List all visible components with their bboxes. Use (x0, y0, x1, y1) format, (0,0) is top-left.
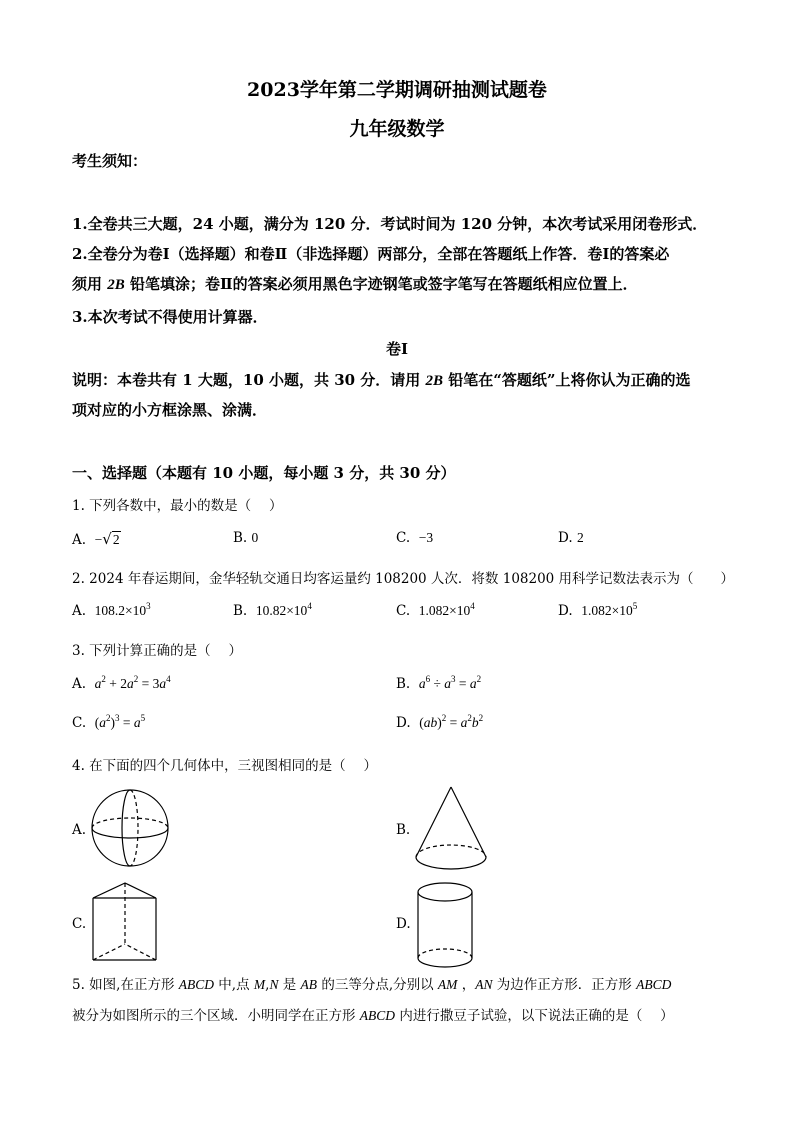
notice-item-2-line1: 2.全卷分为卷Ⅰ（选择题）和卷Ⅱ（非选择题）两部分，全部在答题纸上作答．卷Ⅰ的答案必 (72, 245, 670, 263)
q2-option-c: C. $1.082\times 10^4$ (396, 601, 475, 619)
q1-option-d: D. 2 (558, 530, 584, 546)
notice-item-3: 3.本次考试不得使用计算器． (72, 308, 268, 326)
exam-title: 2023学年第二学期调研抽测试题卷 (247, 79, 547, 101)
q4-option-b-label: B. (396, 822, 411, 838)
volume-desc-line1: 说明：本卷共有 1 大题，10 小题，共 30 分．请用 2B 铅笔在“答题纸”上将你认为正确的选 (72, 371, 691, 389)
q1-option-a: A. −√2 (72, 530, 120, 548)
notice-item-1: 1.全卷共三大题，24 小题，满分为 120 分．考试时间为 120 分钟，本次考试采用闭卷形式． (72, 215, 708, 233)
sphere-figure (90, 788, 170, 868)
q5-line1: 5. 如图,在正方形 ABCD 中,点 M,N 是 AB 的三等分点,分别以 AM ，AN 为边作正方形．正方形 ABCD (72, 977, 672, 993)
triangular-prism-figure (90, 880, 160, 965)
q3-option-a: A. $a^2 + 2a^2 = 3a^4$ (72, 674, 171, 692)
q1-stem: 1. 下列各数中，最小的数是（ ） (72, 498, 283, 514)
q2-option-d: D. $1.082\times 10^5$ (558, 601, 638, 619)
cylinder-figure (416, 880, 476, 972)
q4-option-c-label: C. (72, 916, 87, 932)
section-heading: 一、选择题（本题有 10 小题，每小题 3 分，共 30 分） (72, 464, 456, 482)
cone-figure (414, 785, 489, 875)
notice-heading: 考生须知： (72, 152, 148, 170)
q5-line2: 被分为如图所示的三个区域．小明同学在正方形 ABCD 内进行撒豆子试验，以下说法正确的是（ ） (72, 1008, 674, 1024)
q3-option-b: B. $a^6 \div a^3 = a^2$ (396, 674, 482, 692)
q4-stem: 4. 在下面的四个几何体中，三视图相同的是（ ） (72, 758, 377, 774)
q3-stem: 3. 下列计算正确的是（ ） (72, 643, 242, 659)
notice-item-2-line2: 须用 2B 铅笔填涂；卷Ⅱ的答案必须用黑色字迹钢笔或签字笔写在答题纸相应位置上． (72, 275, 638, 293)
exam-subtitle: 九年级数学 (349, 118, 445, 140)
q4-option-a-label: A. (72, 822, 87, 838)
volume-desc-line2: 项对应的小方框涂黑、涂满． (72, 401, 268, 419)
q1-option-b: B. 0 (233, 530, 259, 546)
volume-label: 卷Ⅰ (385, 340, 409, 358)
q2-option-b: B. $10.82\times 10^4$ (233, 601, 312, 619)
q2-stem: 2. 2024 年春运期间，金华轻轨交通日均客运量约 108200 人次．将数 108200 用科学记数法表示为（ ） (72, 571, 735, 587)
q1-option-c: C. −3 (396, 530, 434, 546)
q3-option-d: D. $(ab)^2 = a^2b^2$ (396, 713, 484, 731)
q3-option-c: C. $(a^2)^3 = a^5$ (72, 713, 146, 731)
q4-option-d-label: D. (396, 916, 411, 932)
q2-option-a: A. $108.2\times 10^3$ (72, 601, 151, 619)
